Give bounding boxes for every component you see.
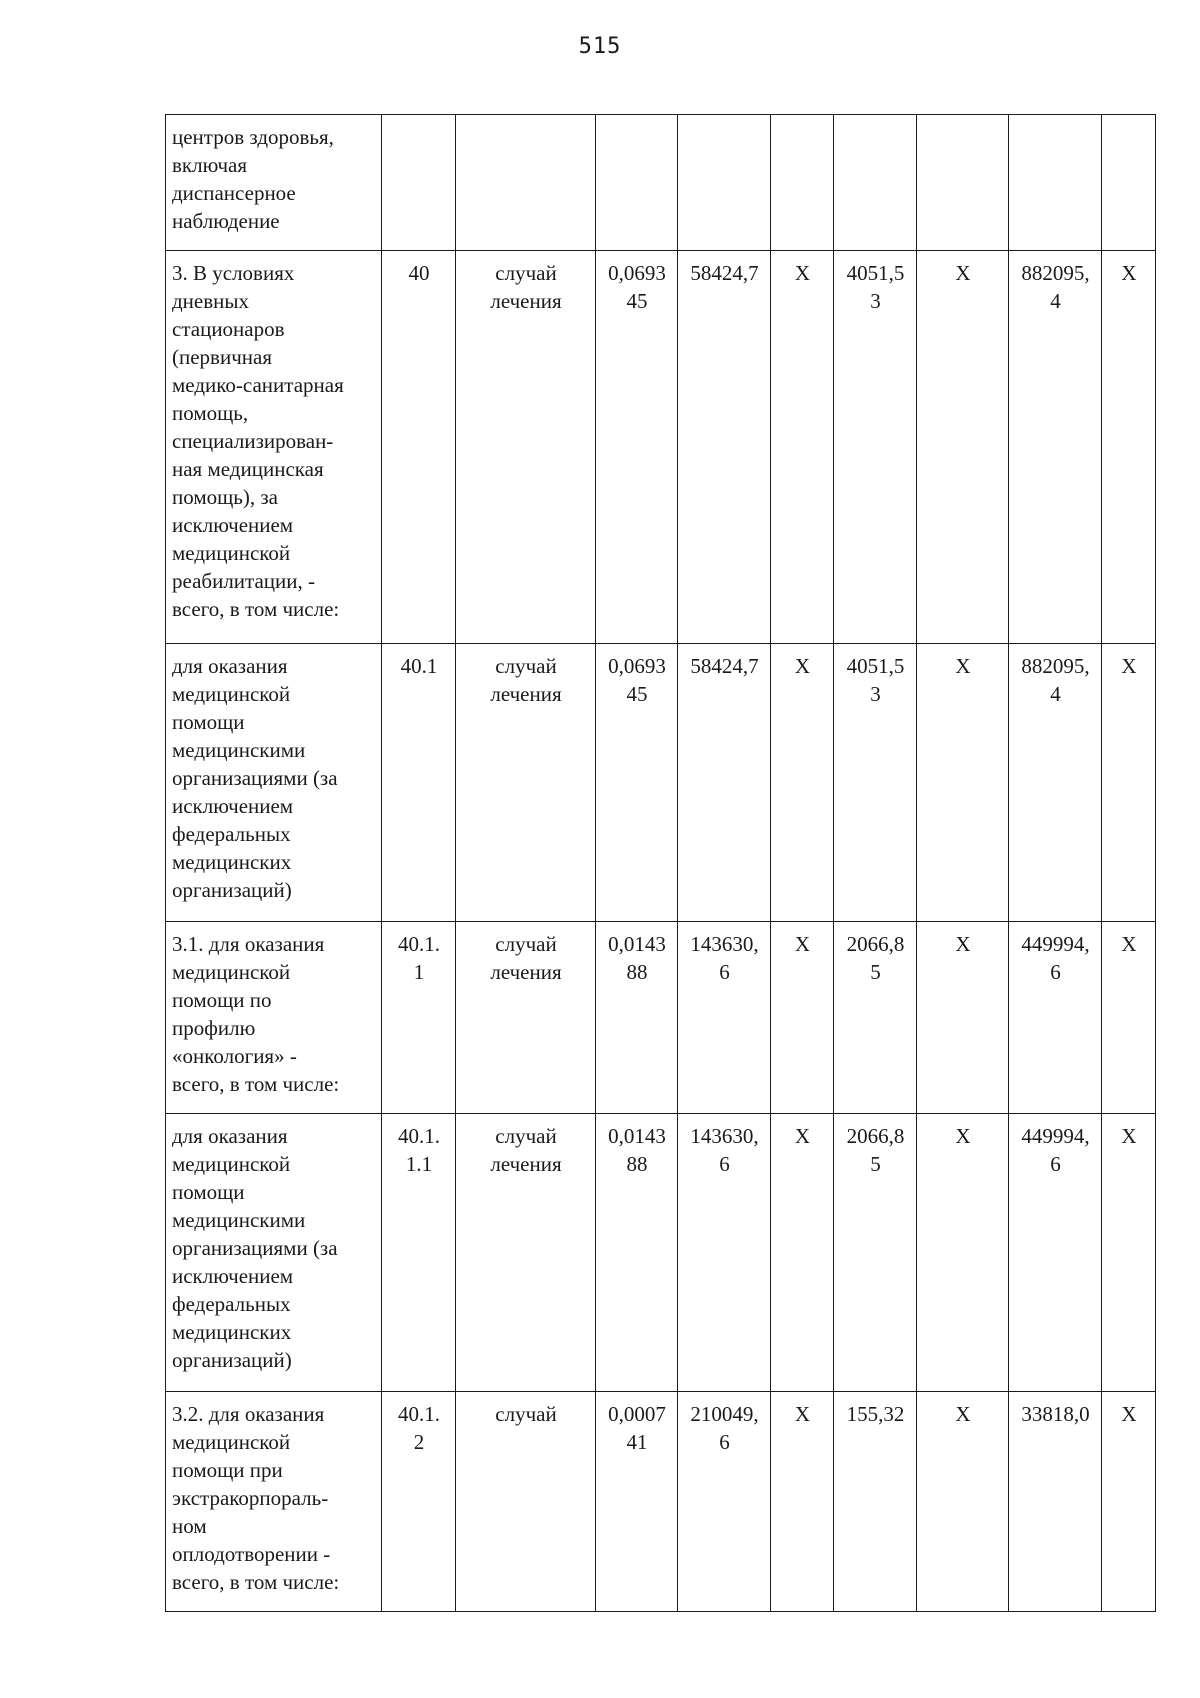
data-table <box>165 114 1156 1612</box>
row-volume <box>596 115 678 251</box>
row-col10: X <box>1102 922 1156 1114</box>
row-description: 3.2. для оказания медицинской помощи при экстракорпораль- ном оплодотворении - всего, в том числе: <box>166 1392 382 1612</box>
row-col6: X <box>771 644 834 922</box>
row-cost: 58424,7 <box>678 251 771 644</box>
row-col8: X <box>917 1392 1009 1612</box>
table-row <box>166 644 1156 922</box>
row-unit: случай лечения <box>456 1114 596 1392</box>
row-unit: случай лечения <box>456 644 596 922</box>
row-col10: X <box>1102 1392 1156 1612</box>
row-col9: 882095, 4 <box>1009 644 1102 922</box>
row-col8: X <box>917 644 1009 922</box>
row-col8: X <box>917 251 1009 644</box>
row-col10: X <box>1102 644 1156 922</box>
row-col6: X <box>771 922 834 1114</box>
row-col9: 449994, 6 <box>1009 922 1102 1114</box>
row-col8: X <box>917 1114 1009 1392</box>
row-col6: X <box>771 1392 834 1612</box>
row-col7: 4051,5 3 <box>834 644 917 922</box>
row-volume: 0,0693 45 <box>596 644 678 922</box>
row-line-number: 40 <box>382 251 456 644</box>
table-row <box>166 922 1156 1114</box>
row-unit: случай <box>456 1392 596 1612</box>
row-cost <box>678 115 771 251</box>
row-description: для оказания медицинской помощи медицинскими организациями (за исключением федеральных медицинских организаций) <box>166 1114 382 1392</box>
row-col9 <box>1009 115 1102 251</box>
row-col8: X <box>917 922 1009 1114</box>
row-col6: X <box>771 1114 834 1392</box>
row-col9: 33818,0 <box>1009 1392 1102 1612</box>
row-cost: 143630, 6 <box>678 922 771 1114</box>
table-row <box>166 1114 1156 1392</box>
row-description: центров здоровья, включая диспансерное наблюдение <box>166 115 382 251</box>
row-col7: 155,32 <box>834 1392 917 1612</box>
row-col10 <box>1102 115 1156 251</box>
row-col6: X <box>771 251 834 644</box>
row-col7: 2066,8 5 <box>834 922 917 1114</box>
row-col8 <box>917 115 1009 251</box>
row-col7: 4051,5 3 <box>834 251 917 644</box>
row-cost: 143630, 6 <box>678 1114 771 1392</box>
row-col9: 882095, 4 <box>1009 251 1102 644</box>
table-row <box>166 115 1156 251</box>
row-volume: 0,0143 88 <box>596 922 678 1114</box>
table-row <box>166 1392 1156 1612</box>
row-description: 3. В условиях дневных стационаров (первичная медико-санитарная помощь, специализирован- ная медицинская помощь), за исключением медицинской реабилитации, - всего, в том числе: <box>166 251 382 644</box>
row-col9: 449994, 6 <box>1009 1114 1102 1392</box>
page-number: 515 <box>578 34 622 59</box>
row-line-number <box>382 115 456 251</box>
row-description: для оказания медицинской помощи медицинскими организациями (за исключением федеральных медицинских организаций) <box>166 644 382 922</box>
row-unit <box>456 115 596 251</box>
row-col7 <box>834 115 917 251</box>
row-unit: случай лечения <box>456 922 596 1114</box>
row-volume: 0,0693 45 <box>596 251 678 644</box>
row-col10: X <box>1102 1114 1156 1392</box>
row-col10: X <box>1102 251 1156 644</box>
row-description: 3.1. для оказания медицинской помощи по профилю «онкология» - всего, в том числе: <box>166 922 382 1114</box>
row-unit: случай лечения <box>456 251 596 644</box>
row-volume: 0,0007 41 <box>596 1392 678 1612</box>
row-line-number: 40.1. 2 <box>382 1392 456 1612</box>
row-col6 <box>771 115 834 251</box>
row-col7: 2066,8 5 <box>834 1114 917 1392</box>
row-volume: 0,0143 88 <box>596 1114 678 1392</box>
row-cost: 58424,7 <box>678 644 771 922</box>
row-line-number: 40.1. 1 <box>382 922 456 1114</box>
row-line-number: 40.1 <box>382 644 456 922</box>
row-line-number: 40.1. 1.1 <box>382 1114 456 1392</box>
row-cost: 210049, 6 <box>678 1392 771 1612</box>
table-row <box>166 251 1156 644</box>
